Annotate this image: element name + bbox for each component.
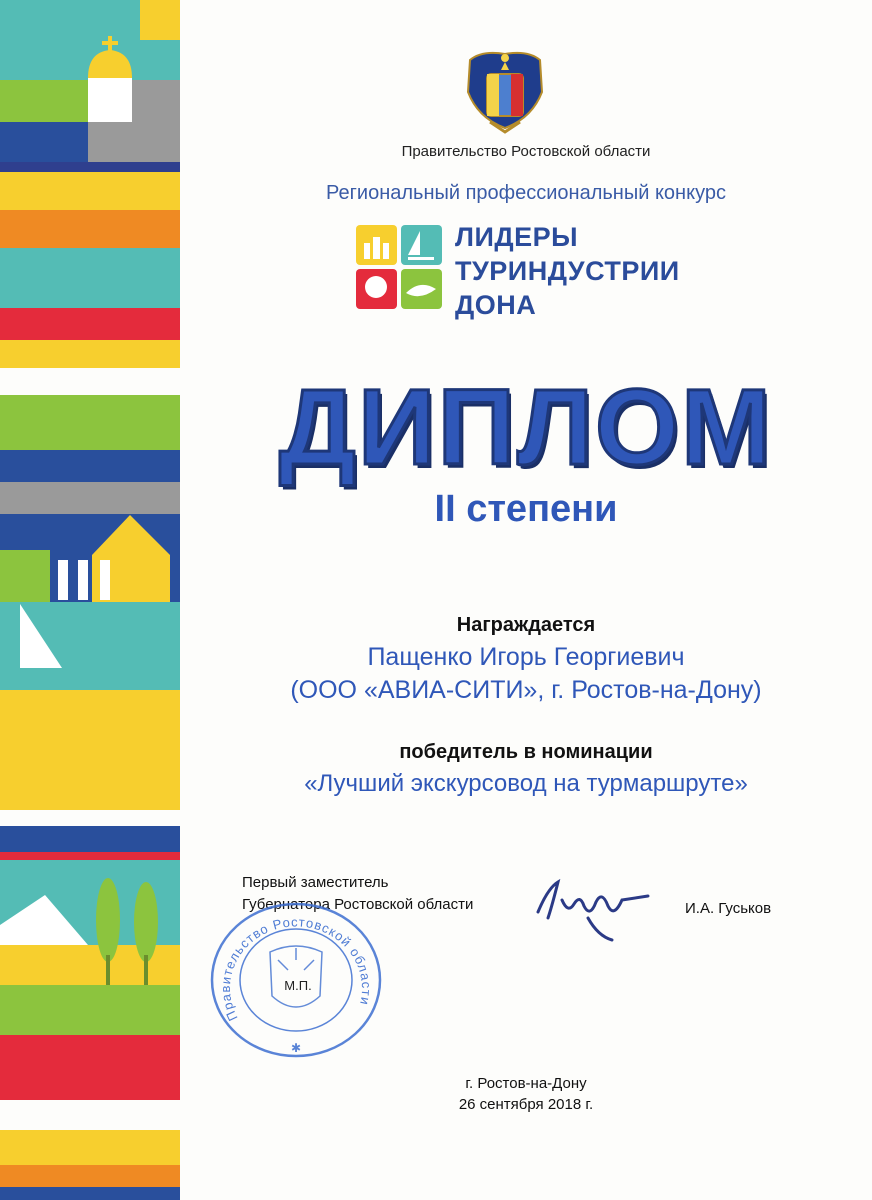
diploma-degree: II степени (434, 488, 618, 530)
winner-label: победитель в номинации (399, 741, 653, 763)
official-stamp (208, 900, 384, 1060)
contest-logo-line-3: ДОНА (455, 290, 537, 320)
contest-logo-line-1: ЛИДЕРЫ (455, 222, 579, 252)
contest-name: Региональный профессиональный конкурс (326, 182, 726, 204)
signer-name: И.А. Гуськов (685, 900, 772, 917)
diploma-title: ДИПЛОМ (279, 366, 773, 487)
contest-logo-line-2: ТУРИНДУСТРИИ (455, 256, 680, 286)
stamp-ring-text: Правительство Ростовской области (217, 914, 375, 1024)
issue-date: 26 сентября 2018 г. (458, 1096, 594, 1113)
coat-of-arms-emblem (462, 48, 548, 134)
recipient-organization: (ООО «АВИА-СИТИ», г. Ростов-на-Дону) (290, 676, 762, 704)
recipient-name: Пащенко Игорь Георгиевич (367, 643, 685, 671)
contest-logo-icon (356, 225, 442, 309)
issuer-name: Правительство Ростовской области (401, 143, 651, 160)
nomination-title: «Лучший экскурсовод на турмаршруте» (304, 770, 748, 797)
stamp-center-text: М.П. (284, 978, 312, 993)
signer-position-line-1: Первый заместитель (242, 874, 389, 891)
signer-position-line-2: Губернатора Ростовской области (242, 896, 474, 913)
svg-text:✱: ✱ (290, 1041, 302, 1055)
contest-logo-title (455, 220, 680, 322)
awarded-label: Награждается (456, 614, 596, 636)
decorative-side-band (0, 0, 180, 1200)
issue-city: г. Ростов-на-Дону (465, 1075, 587, 1092)
handwritten-signature (528, 870, 658, 945)
